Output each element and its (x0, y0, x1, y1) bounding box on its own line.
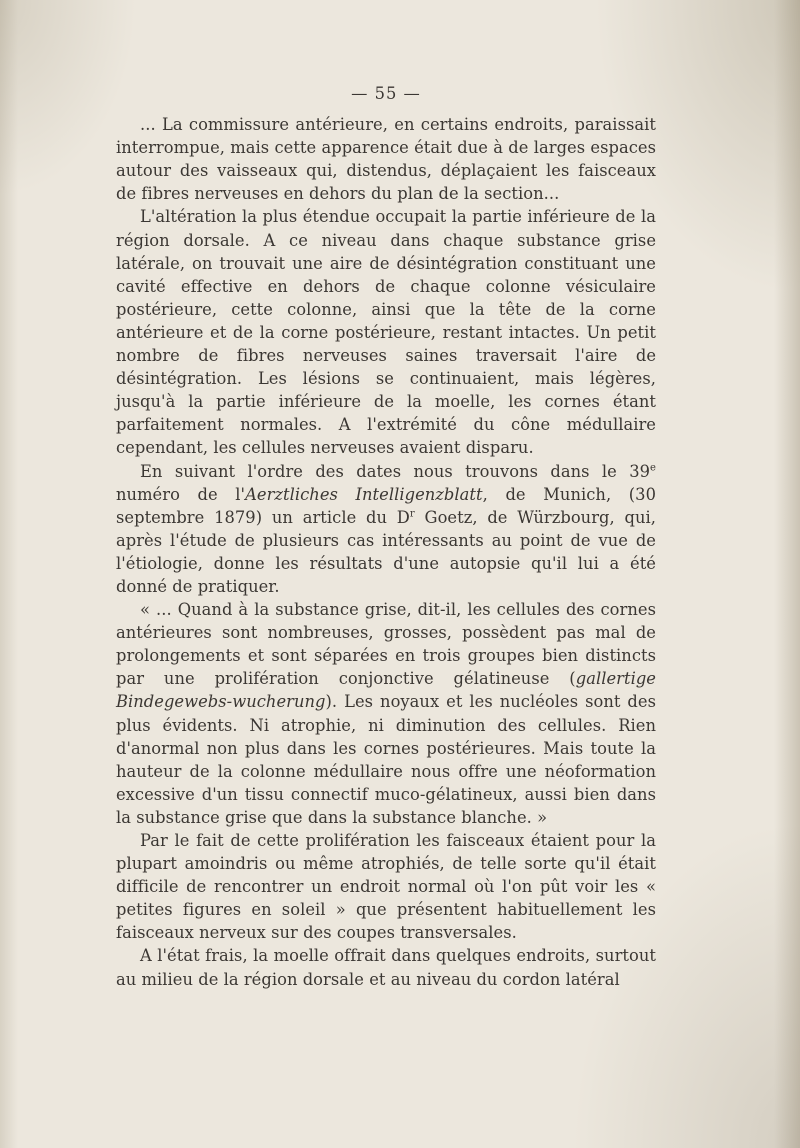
text-segment: L'altération la plus étendue occupait la partie inférieure de la région dorsale. A ce niveau dans chaque substance grise latérale, on trouvait une aire de désintégration constituant une cavité effective en dehors de chaque colonne vésiculaire postérieure, cette colonne, ainsi que la tête de la corne antérieure et de la corne postérieure, restant intactes. Un petit nombre de fibres nerveuses saines traversait l'aire de désintégration. Les lésions se continuaient, mais légères, jusqu'à la partie inférieure de la moelle, les cornes étant parfaitement normales. A l'extrémité du cône médullaire cependant, les cellules nerveuses avaient disparu. (116, 207, 656, 458)
paragraph-p2 (116, 205, 656, 459)
paragraph-p5 (116, 829, 656, 944)
text-segment: Goetz, de Würzbourg, qui, après l'étude de plusieurs cas intéressants au point de vue de l'étiologie, donne les résultats d'une autopsie qu'il lui a été donné de pratiquer. (116, 507, 656, 596)
text-segment: « ... Quand à la substance grise, dit-il, les cellules des cornes antérieures sont nombreuses, grosses, possèdent pas mal de prolongements et sont séparées en trois groupes bien distincts par une prolifération conjonctive gélatineuse ( (116, 600, 656, 689)
text-segment: ). Les noyaux et les nucléoles sont des plus évidents. Ni atrophie, ni diminution des cellules. Rien d'anormal non plus dans les cornes postérieures. Mais toute la hauteur de la colonne médullaire nous offre une néoformation excessive d'un tissu connectif muco-gélatineux, aussi bien dans la substance grise que dans la substance blanche. » (116, 692, 656, 827)
text-segment: numéro de l' (116, 484, 246, 504)
superscript-text: e (650, 462, 656, 474)
text-segment: Par le fait de cette prolifération les faisceaux étaient pour la plupart amoindris ou même atrophiés, de telle sorte qu'il était difficile de rencontrer un endroit normal où l'on pût voir les « petites figures en soleil » que présentent habituellement les faisceaux nerveux sur des coupes transversales. (116, 831, 656, 943)
page-text-block (116, 82, 656, 991)
paragraph-p3 (116, 460, 656, 599)
paragraph-p6 (116, 944, 656, 990)
text-segment: ... La commissure antérieure, en certains endroits, paraissait interrompue, mais cette apparence était due à de larges espaces autour des vaisseaux qui, distendus, déplaçaient les faisceaux de fibres nerveuses en dehors du plan de la section... (116, 115, 656, 204)
italic-text: Aerztliches Intelligenzblatt (245, 484, 483, 504)
text-segment: , de Munich, (30 septembre 1879) un article du D (116, 484, 656, 527)
superscript-text: r (409, 508, 415, 520)
paragraph-list (116, 113, 656, 991)
italic-text: gallertige Bindegewebs-wucherung (116, 669, 656, 712)
paragraph-p4 (116, 598, 656, 829)
page-number: — 55 — (351, 84, 421, 103)
paragraph-p1 (116, 113, 656, 205)
text-segment: A l'état frais, la moelle offrait dans quelques endroits, surtout au milieu de la région dorsale et au niveau du cordon latéral (116, 946, 656, 989)
text-segment: En suivant l'ordre des dates nous trouvons dans le 39 (140, 461, 651, 481)
